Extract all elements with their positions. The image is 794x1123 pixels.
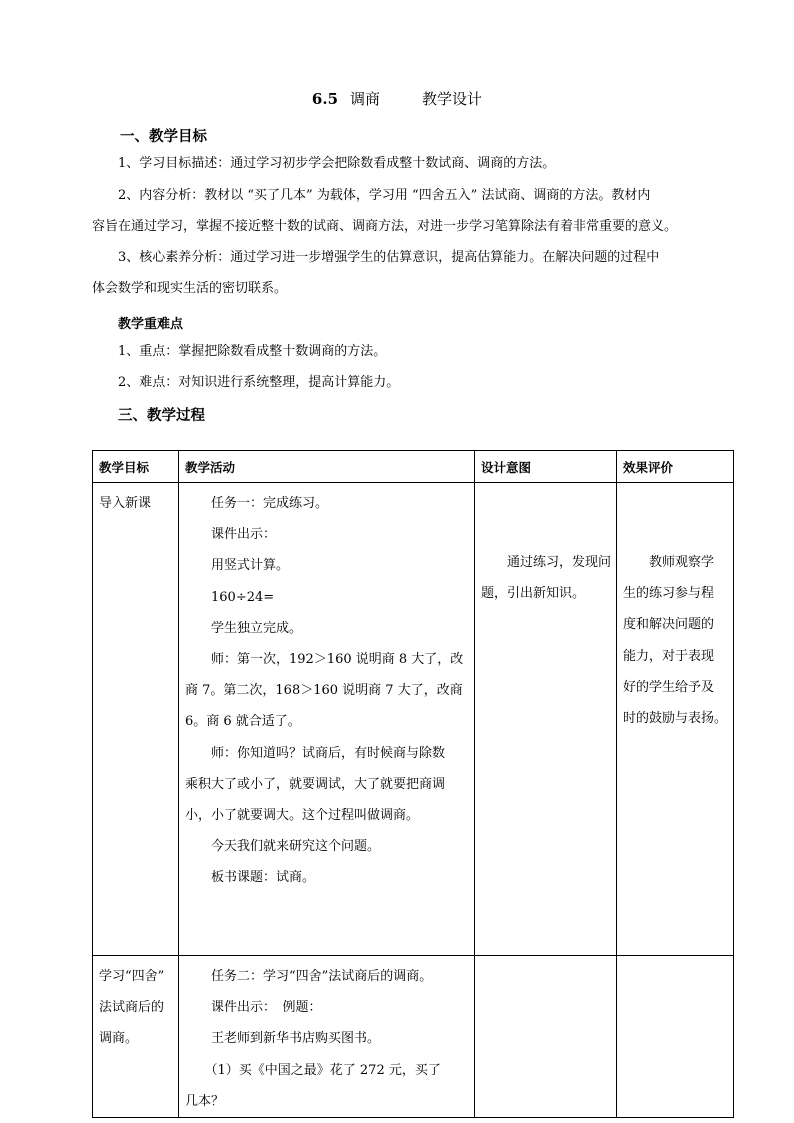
title-suffix: 教学设计 — [422, 90, 483, 108]
activity-cell: 任务一：完成练习。 课件出示： 用竖式计算。 160÷24= 学生独立完成。 师：第一次，192＞160 说明商 8 大了，改 商 7。第二次，168＞160 说明商 7 大了，改商 6。商 6 就合适了。 师：你知道吗？试商后，有时候商与除数 乘积大了或小了，就要调试，大了就要把商调 小，小了就要调大。这个过程叫做调商。 今天我们就来研究这个问题。 板书课题：试商。 — [179, 483, 475, 956]
table-header-row — [93, 451, 734, 483]
intent-cell: 通过练习，发现问 题，引出新知识。 — [475, 483, 617, 956]
goal-cell: 学习“四舍” 法试商后的 调商。 — [93, 956, 179, 1118]
goal-item-3: 3、核心素养分析：通过学习进一步增强学生的估算意识，提高估算能力。在解决问题的过程中 — [118, 250, 660, 265]
evaluation-cell: 教师观察学 生的练习参与程 度和解决问题的 能力，对于表现 好的学生给予及 时的鼓励与表扬。 — [617, 483, 734, 956]
header-evaluation: 效果评价 — [617, 451, 734, 483]
section-heading-process: 三、教学过程 — [118, 408, 205, 424]
intent-cell — [475, 956, 617, 1118]
goal-item-2-cont: 容旨在通过学习，掌握不接近整十数的试商、调商方法，对进一步学习笔算除法有着非常重要的意义。 — [92, 219, 678, 234]
section-heading-keypoints: 教学重难点 — [118, 317, 184, 332]
title-topic: 调商 — [350, 90, 381, 108]
goal-item-3-cont: 体会数学和现实生活的密切联系。 — [92, 281, 288, 296]
header-goal: 教学目标 — [93, 451, 179, 483]
page-title — [0, 88, 794, 109]
activity-cell: 任务二：学习“四舍”法试商后的调商。 课件出示： 例题： 王老师到新华书店购买图书。 （1）买《中国之最》花了 272 元，买了 几本？ — [179, 956, 475, 1118]
header-activity: 教学活动 — [179, 451, 475, 483]
keypoint-item-1: 1、重点：掌握把除数看成整十数调商的方法。 — [118, 344, 387, 359]
goal-cell: 导入新课 — [93, 483, 179, 956]
table-row — [93, 483, 734, 956]
lesson-table — [92, 450, 734, 1118]
evaluation-cell — [617, 956, 734, 1118]
goal-item-2: 2、内容分析：教材以 “买了几本” 为载体，学习用 “四舍五入” 法试商、调商的方法。教材内 — [118, 188, 651, 203]
section-heading-goals: 一、教学目标 — [120, 129, 207, 145]
title-number: 6.5 — [311, 90, 339, 108]
table-row — [93, 956, 734, 1118]
header-intent: 设计意图 — [475, 451, 617, 483]
goal-item-1: 1、学习目标描述：通过学习初步学会把除数看成整十数试商、调商的方法。 — [118, 156, 556, 171]
keypoint-item-2: 2、难点：对知识进行系统整理，提高计算能力。 — [118, 375, 400, 390]
